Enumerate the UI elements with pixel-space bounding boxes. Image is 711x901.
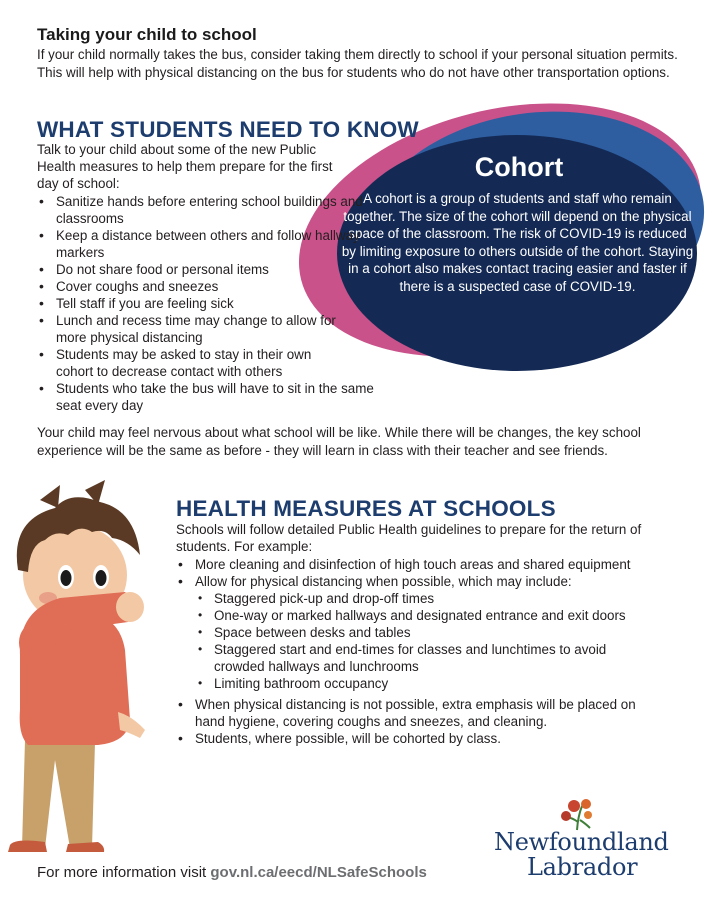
logo-text-labrador: Labrador <box>527 853 638 881</box>
health-heading: HEALTH MEASURES AT SCHOOLS <box>176 496 556 521</box>
logo-text-newfoundland: Newfoundland <box>494 828 669 856</box>
students-intro: Talk to your child about some of the new Public Health measures to help them prepare for the first day of school: <box>37 142 333 191</box>
students-closing-paragraph: Your child may feel nervous about what school will be like. While there will be changes, the key school experience will be the same as before - they will learn in class with their teacher and see friends. <box>37 425 641 458</box>
sub-list-item: • Staggered start and end-times for classes and lunchtimes to avoid crowded hallways and lunchrooms <box>195 641 676 675</box>
list-item: • Tell staff if you are feeling sick <box>37 295 392 312</box>
list-item: • Do not share food or personal items <box>37 261 392 278</box>
sub-list-item: • Staggered pick-up and drop-off times <box>195 590 676 607</box>
child-coughing-illustration <box>0 480 175 860</box>
cohort-description: A cohort is a group of students and staff who remain together. The size of the cohort will depend on the physical space of the classroom. The risk of COVID-19 is reduced by limiting exposure to others outside of the cohort. Staying in a cohort also makes contact tracing easier and faster if there is a suspected case of COVID-19. <box>341 191 694 294</box>
list-item: • More cleaning and disinfection of high touch areas and shared equipment <box>176 556 676 573</box>
list-item: • Sanitize hands before entering school buildings and classrooms <box>37 193 392 227</box>
sub-list-item: • One-way or marked hallways and designated entrance and exit doors <box>195 607 676 624</box>
list-item <box>176 573 676 692</box>
list-item: • When physical distancing is not possible, extra emphasis will be placed on hand hygiene, covering coughs and sneezes, and cleaning. <box>176 696 676 730</box>
health-list <box>176 556 676 747</box>
list-item: • Lunch and recess time may change to allow for more physical distancing <box>37 312 392 346</box>
list-item: • Students, where possible, will be cohorted by class. <box>176 730 676 747</box>
footer-label: For more information visit <box>37 864 207 881</box>
students-heading: WHAT STUDENTS NEED TO KNOW <box>37 117 419 142</box>
list-item: • Students who take the bus will have to sit in the same seat every day <box>37 380 392 414</box>
health-sublist <box>195 590 676 692</box>
sub-list-item: • Space between desks and tables <box>195 624 676 641</box>
students-list <box>37 193 392 414</box>
sub-list-item: • Limiting bathroom occupancy <box>195 675 676 692</box>
list-item-text: Allow for physical distancing when possible, which may include: <box>195 574 572 589</box>
pitcher-plant-icon <box>561 799 592 830</box>
list-item: • Students may be asked to stay in their own cohort to decrease contact with others <box>37 346 392 380</box>
bus-section-text: If your child normally takes the bus, consider taking them directly to school if your personal situation permits. This will help with physical distancing on the bus for students who do not have other transportation options. <box>37 47 678 80</box>
bus-section-title: Taking your child to school <box>37 25 257 44</box>
footer-info <box>37 864 427 881</box>
footer-link[interactable]: gov.nl.ca/eecd/NLSafeSchools <box>210 864 427 881</box>
list-item: • Keep a distance between others and follow hallway markers <box>37 227 392 261</box>
health-intro: Schools will follow detailed Public Health guidelines to prepare for the return of students. For example: <box>176 522 642 554</box>
cohort-title: Cohort <box>474 152 564 182</box>
list-item: • Cover coughs and sneezes <box>37 278 392 295</box>
